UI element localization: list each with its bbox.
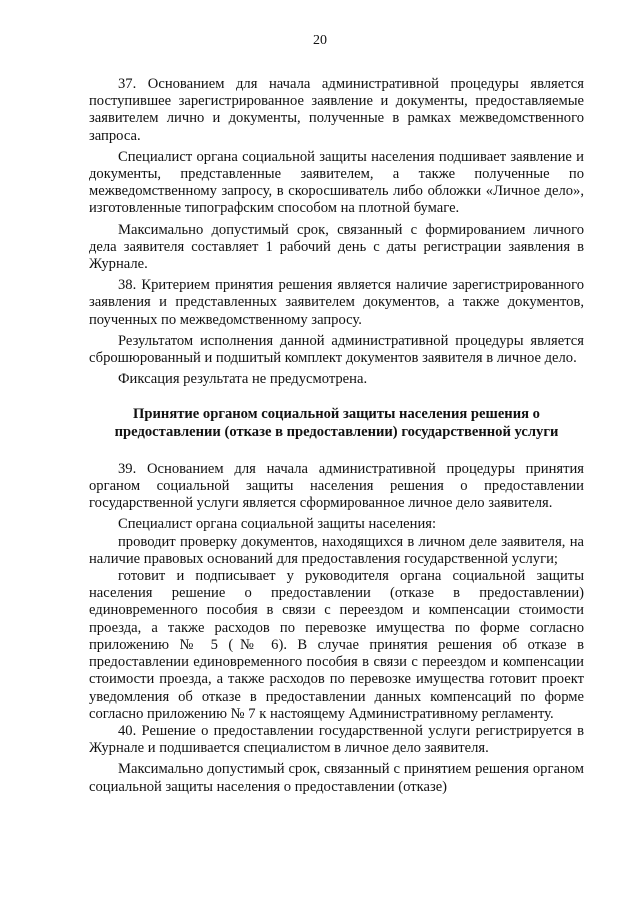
- paragraph-40: 40. Решение о предоставлении государственной услуги регистрируется в Журнале и подшивается специалистом в личное дело заявителя.: [89, 722, 584, 757]
- paragraph-fixation: Фиксация результата не предусмотрена.: [118, 371, 368, 388]
- paragraph-result: Результатом исполнения данной административной процедуры является сброшюрованный и подшитый комплект документов заявителя в личное дело.: [89, 332, 584, 367]
- paragraph-39: 39. Основанием для начала административной процедуры принятия органом социальной защиты населения решения о предоставлении государственной услуги является сформированное личное дело заявителя.: [89, 460, 584, 512]
- paragraph-prepare-decision: готовит и подписывает у руководителя органа социальной защиты населения решение о предоставлении (отказе в предоставлении) единовременного пособия в связи с переездом и компенсации стоимости проезда, а также расходов по перевозке имущества по форме согласно приложению № 5 (№ 6). В случае принятия решения об отказе в предоставлении единовременного пособия в связи с переездом и компенсации стоимости проезда, а также расходов по перевозке имущества готовит проект уведомления об отказе в предоставлении данных компенсаций по форме согласно приложению № 7 к настоящему Административному регламенту.: [89, 568, 584, 722]
- paragraph-max-term-file: Максимально допустимый срок, связанный с формированием личного дела заявителя составляет 1 рабочий день с даты регистрации заявления в Журнале.: [89, 221, 584, 273]
- paragraph-check-documents: проводит проверку документов, находящихся в личном деле заявителя, на наличие правовых оснований для предоставления государственной услуги;: [89, 533, 584, 567]
- paragraph-specialist-files: Специалист органа социальной защиты населения подшивает заявление и документы, представленные заявителем, а также полученные по межведомственному запросу, в скоросшиватель либо обложки «Личное дело», изготовленные типографским способом на плотной бумаге.: [89, 148, 584, 217]
- document-body: [89, 76, 584, 800]
- paragraph-37: 37. Основанием для начала административной процедуры является поступившее зарегистрированное заявление и документы, предоставляемые заявителем лично и документы, полученные в рамках межведомственного запроса.: [89, 76, 584, 144]
- section-heading: Принятие органом социальной защиты населения решения о предоставлении (отказе в предоставлении) государственной услуги: [114, 406, 559, 440]
- paragraph-max-term-decision: Максимально допустимый срок, связанный с принятием решения органом социальной защиты населения о предоставлении (отказе): [89, 761, 584, 795]
- paragraph-38: 38. Критерием принятия решения является наличие зарегистрированного заявления и представленных заявителем документов, а также документов, поученных по межведомственному запросу.: [89, 277, 584, 328]
- paragraph-specialist: Специалист органа социальной защиты населения:: [118, 516, 437, 533]
- page-number: 20: [313, 33, 327, 48]
